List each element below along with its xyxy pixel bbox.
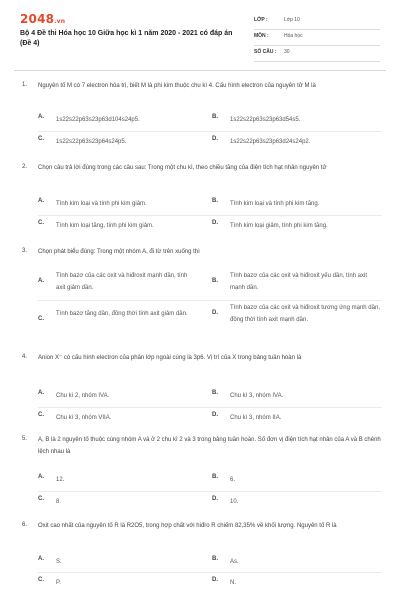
option-text: Tính kim loại tăng, tính phi kim giảm. — [56, 223, 154, 229]
option-text: Tính bazơ của các oxit và hiđroxit mạnh dần, tính axit giảm dần. — [56, 273, 188, 291]
question-text: Chọn phát biểu đúng: Trong một nhóm A, đi từ trên xuống thì — [38, 249, 200, 255]
option-letter: C. — [38, 136, 44, 142]
meta-value: Lớp 10 — [284, 17, 300, 23]
option-text: Chu kì 3, nhóm IVA. — [230, 393, 284, 399]
option-letter: C. — [38, 412, 44, 418]
meta-key: LỚP : — [254, 17, 268, 23]
option-text: As. — [230, 559, 239, 565]
option-text: 8. — [56, 499, 62, 505]
option-letter: C. — [38, 577, 44, 583]
option-letter: C. — [38, 316, 44, 322]
question-text: Nguyên tố M có 7 electron hóa trị, biết M là phi kim thuộc chu kì 4. Cấu hình electron của nguyên tử M là — [38, 83, 316, 89]
meta-key: SỐ CÂU : — [254, 49, 277, 55]
question-number: 1. — [22, 82, 28, 88]
option-letter: D. — [212, 496, 218, 502]
option-text: N. — [230, 580, 236, 586]
option-text: 12. — [56, 477, 65, 483]
option-letter: B. — [212, 556, 218, 562]
option-text: Tính kim loại và tính phi kim tăng. — [230, 201, 320, 207]
option-letter: A. — [38, 198, 44, 204]
meta-value: Hóa học — [284, 33, 303, 39]
option-letter: A. — [38, 114, 44, 120]
option-text: 1s22s22p63s23p64s24p5. — [56, 139, 127, 145]
option-letter: D. — [212, 310, 218, 316]
question-number: 2. — [22, 164, 28, 170]
option-text: Chu kì 3, nhóm IIA. — [230, 415, 282, 421]
option-text: 1s22s22p63s23p63d54s5. — [230, 117, 301, 123]
option-letter: C. — [38, 220, 44, 226]
option-letter: A. — [38, 278, 44, 284]
option-text: Chu kì 3, nhóm VIIA. — [56, 415, 112, 421]
option-letter: B. — [212, 474, 218, 480]
meta-row-class — [254, 14, 380, 30]
option-text: Tính bazơ tăng dần, đồng thời tính axit giảm dần. — [56, 311, 188, 317]
option-text: Tính bazơ của các oxit và hiđroxit tương ứng mạnh dần, đồng thời tính axit mạnh dần. — [230, 305, 380, 323]
meta-row-subject — [254, 30, 380, 46]
question-number: 3. — [22, 248, 28, 254]
question-text: Oxit cao nhất của nguyên tố R là R2O5, trong hợp chất với hiđro R chiếm 82,35% về khối lượng. Nguyên tố R là — [38, 523, 337, 529]
option-letter: D. — [212, 577, 218, 583]
option-letter: A. — [38, 556, 44, 562]
option-text: 6. — [230, 477, 236, 483]
option-text: P. — [56, 580, 61, 586]
option-separator — [38, 300, 382, 301]
option-letter: C. — [38, 496, 44, 502]
question-number: 6. — [22, 522, 28, 528]
question-text: Chọn câu trả lời đúng trong các câu sau: Trong một chu kì, theo chiều tăng của điện tích hạt nhân nguyên tử — [38, 165, 327, 171]
option-separator — [38, 572, 382, 573]
option-letter: D. — [212, 412, 218, 418]
option-separator — [38, 491, 382, 492]
option-separator — [38, 215, 382, 216]
option-text: Tính bazơ của các oxit và hiđroxit yếu dần, tính axit mạnh dần. — [230, 273, 368, 291]
question-number: 5. — [22, 436, 28, 442]
logo-number: 2048 — [20, 12, 55, 26]
option-text: 1s22s22p63s23p63d104s24p5. — [56, 117, 140, 123]
option-letter: B. — [212, 198, 218, 204]
option-text: 1s22s22p63s23p63d24s24p2. — [230, 139, 311, 145]
option-separator — [38, 131, 382, 132]
option-letter: B. — [212, 114, 218, 120]
option-letter: D. — [212, 136, 218, 142]
logo-suffix: .vn — [54, 18, 66, 25]
header-divider — [14, 70, 386, 71]
meta-key: MÔN : — [254, 33, 269, 39]
question-text: A, B là 2 nguyên tố thuộc cùng nhóm A và ở 2 chu kì 2 và 3 trong bảng tuần hoàn. Số đơn vị điện tích hạt nhân của A và B chênh lệch nhau là — [38, 437, 381, 455]
exam-meta — [254, 14, 380, 62]
option-letter: A. — [38, 390, 44, 396]
option-letter: B. — [212, 390, 218, 396]
question-text: Anion X⁻ có cấu hình electron của phân lớp ngoài cùng là 3p6. Vị trí của X trong bảng tuần hoàn là — [38, 355, 302, 361]
option-text: S. — [56, 559, 62, 565]
option-separator — [38, 407, 382, 408]
page-title: Bộ 4 Đề thi Hóa học 10 Giữa học kì 1 năm 2020 - 2021 có đáp án (Đề 4) — [20, 30, 233, 47]
option-text: Chu kì 2, nhóm IVA. — [56, 393, 110, 399]
meta-row-count — [254, 46, 380, 62]
meta-value: 30 — [284, 49, 290, 55]
option-text: Tính kim loại và tính phi kim giảm. — [56, 201, 147, 207]
option-text: Tính kim loại giảm, tính phi kim tăng. — [230, 223, 328, 229]
option-letter: A. — [38, 474, 44, 480]
option-text: 10. — [230, 499, 239, 505]
question-number: 4. — [22, 354, 28, 360]
option-letter: D. — [212, 220, 218, 226]
site-logo[interactable] — [20, 12, 65, 26]
option-letter: B. — [212, 278, 218, 284]
page-header — [0, 0, 400, 66]
